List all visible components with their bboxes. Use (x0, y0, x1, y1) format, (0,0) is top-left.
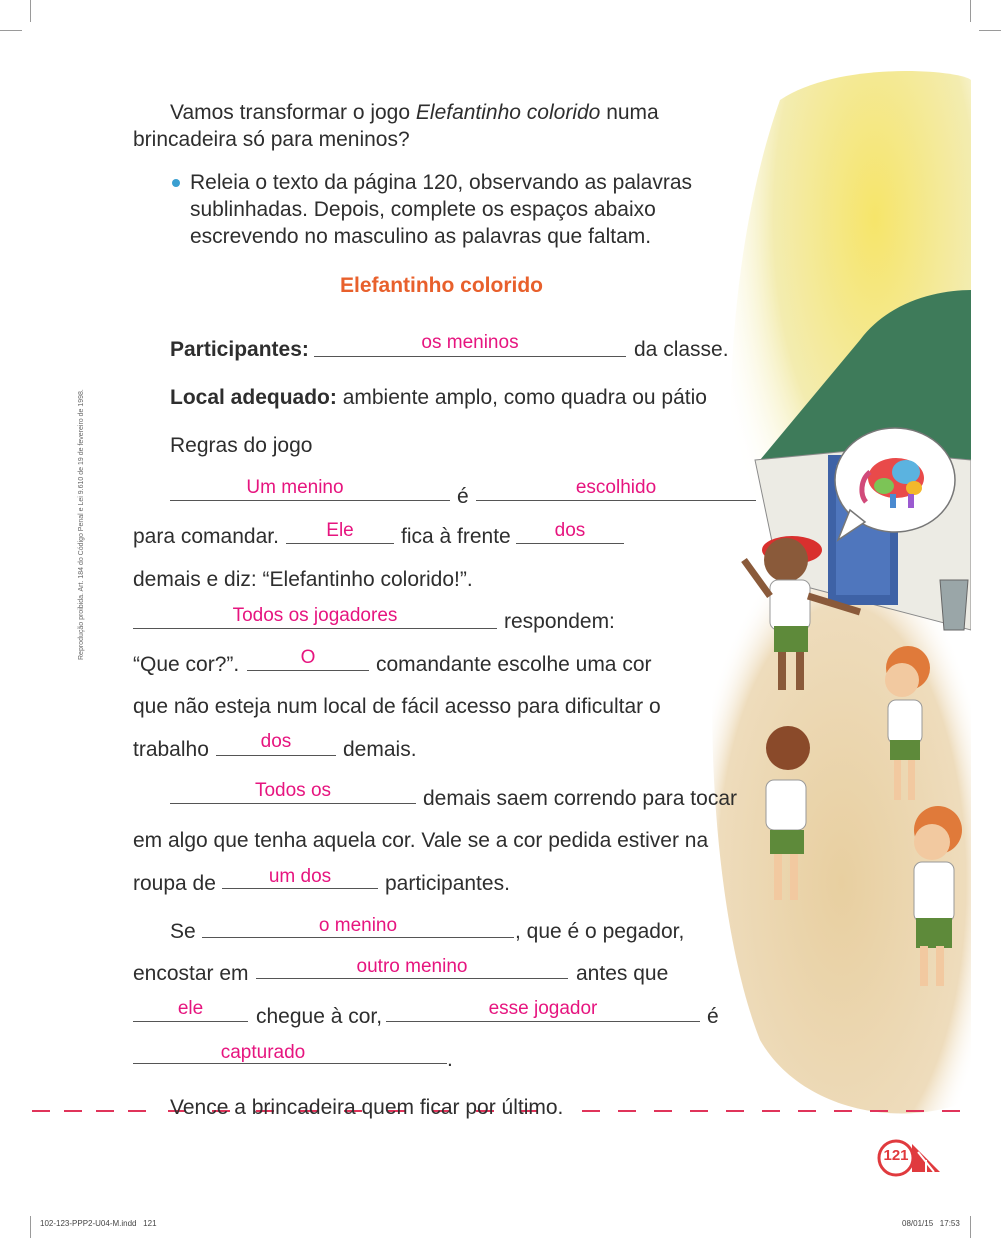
cut-line-dash (618, 1110, 636, 1112)
crop-mark (970, 0, 971, 22)
text-encostar: encostar em (133, 962, 249, 985)
intro-text: numa (600, 101, 659, 124)
crop-mark (30, 1216, 31, 1238)
answer-2: escolhido (575, 477, 657, 498)
answer-blank (247, 670, 369, 671)
bullet-line-2: sublinhadas. Depois, complete os espaços abaixo (190, 198, 656, 221)
intro-line-1 (170, 100, 659, 126)
answer-6: O (300, 647, 316, 668)
text-period: . (447, 1048, 453, 1071)
closing-line: Vence a brincadeira quem ficar por último. (170, 1096, 564, 1119)
text-comandante: comandante escolhe uma cor (376, 653, 652, 676)
bullet-line-3: escrevendo no masculino as palavras que faltam. (190, 225, 652, 248)
children-playing-illustration (700, 40, 971, 1140)
cut-line-dash (582, 1110, 600, 1112)
text-e: é (457, 485, 469, 508)
answer-4: dos (554, 520, 586, 541)
answer-blank (516, 543, 624, 544)
answer-blank (133, 1021, 248, 1022)
crop-mark (979, 30, 1001, 31)
intro-line-2: brincadeira só para meninos? (133, 128, 410, 151)
answer-5: Todos os jogadores (232, 605, 398, 626)
text-algo-cor: em algo que tenha aquela cor. Vale se a cor pedida estiver na (133, 829, 709, 852)
answer-blank (256, 978, 568, 979)
text-se: Se (170, 920, 196, 943)
text-local-facil: que não esteja num local de fácil acesso para dificultar o (133, 695, 661, 718)
answer-7: dos (260, 731, 292, 752)
answer-blank (170, 500, 450, 501)
text-que-cor: “Que cor?”. (133, 653, 240, 676)
text-para-comandar: para comandar. (133, 525, 279, 548)
cut-line-dash (32, 1110, 50, 1112)
intro-italic: Elefantinho colorido (415, 101, 601, 124)
footer-file: 102-123-PPP2-U04-M.indd 121 (40, 1219, 157, 1228)
answer-blank (386, 1021, 700, 1022)
text-chegue: chegue à cor, (256, 1005, 383, 1028)
answer-blank (202, 937, 514, 938)
answer-blank (133, 628, 497, 629)
footer-date: 08/01/15 17:53 (902, 1219, 960, 1228)
answer-blank (476, 500, 756, 501)
text-antes-que: antes que (576, 962, 669, 985)
answer-14: capturado (220, 1042, 306, 1063)
text-respondem: respondem: (504, 610, 615, 633)
intro-text: Vamos transformar o jogo (170, 101, 416, 124)
answer-9: um dos (268, 866, 332, 887)
copyright-note: Reprodução proibida. Art. 184 do Código Penal e Lei 9.610 de 19 de fevereiro de 1998. (78, 389, 85, 660)
text-roupa-de: roupa de (133, 872, 216, 895)
local-line (170, 385, 707, 411)
text-trabalho: trabalho (133, 738, 209, 761)
text-demais: demais. (343, 738, 417, 761)
answer-10: o menino (318, 915, 398, 936)
cut-line-dash (942, 1110, 960, 1112)
bullet-line-1: Releia o texto da página 120, observando as palavras (190, 171, 693, 194)
participants-tail: da classe. (634, 338, 729, 361)
crop-mark (0, 30, 22, 31)
cut-line-dash (906, 1110, 924, 1112)
text-demais-diz: demais e diz: “Elefantinho colorido!”. (133, 568, 473, 591)
crop-mark (970, 1216, 971, 1238)
answer-12: ele (177, 998, 204, 1019)
cut-line-dash (798, 1110, 816, 1112)
crop-mark (30, 0, 31, 22)
cut-line-dash (64, 1110, 82, 1112)
section-title: Elefantinho colorido (340, 274, 543, 297)
answer-13: esse jogador (488, 998, 598, 1019)
participants-label: Participantes: (170, 338, 309, 361)
answer-participants: os meninos (421, 332, 519, 353)
text-fica: fica à frente (401, 525, 511, 548)
local-text: ambiente amplo, como quadra ou pátio (342, 386, 707, 409)
local-label: Local adequado: (170, 386, 337, 409)
rules-heading: Regras do jogo (170, 434, 313, 457)
answer-blank (314, 356, 626, 357)
text-pegador: , que é o pegador, (515, 920, 685, 943)
cut-line-dash (726, 1110, 744, 1112)
cut-line-dash (870, 1110, 888, 1112)
cut-line-dash (654, 1110, 672, 1112)
text-participantes: participantes. (385, 872, 510, 895)
answer-11: outro menino (356, 956, 468, 977)
answer-blank (170, 803, 416, 804)
text-e2: é (707, 1005, 719, 1028)
answer-1: Um menino (246, 477, 344, 498)
cut-line-dash (762, 1110, 780, 1112)
cut-line-dash (128, 1110, 146, 1112)
cut-line-dash (96, 1110, 114, 1112)
page-number: 121 (883, 1147, 909, 1164)
text-demais-saem: demais saem correndo para tocar (423, 787, 737, 810)
bullet-dot (172, 179, 180, 187)
answer-blank (216, 755, 336, 756)
cut-line-dash (690, 1110, 708, 1112)
answer-blank (286, 543, 394, 544)
answer-8: Todos os (254, 780, 332, 801)
answer-3: Ele (326, 520, 354, 541)
cut-line-dash (834, 1110, 852, 1112)
answer-blank (222, 888, 378, 889)
